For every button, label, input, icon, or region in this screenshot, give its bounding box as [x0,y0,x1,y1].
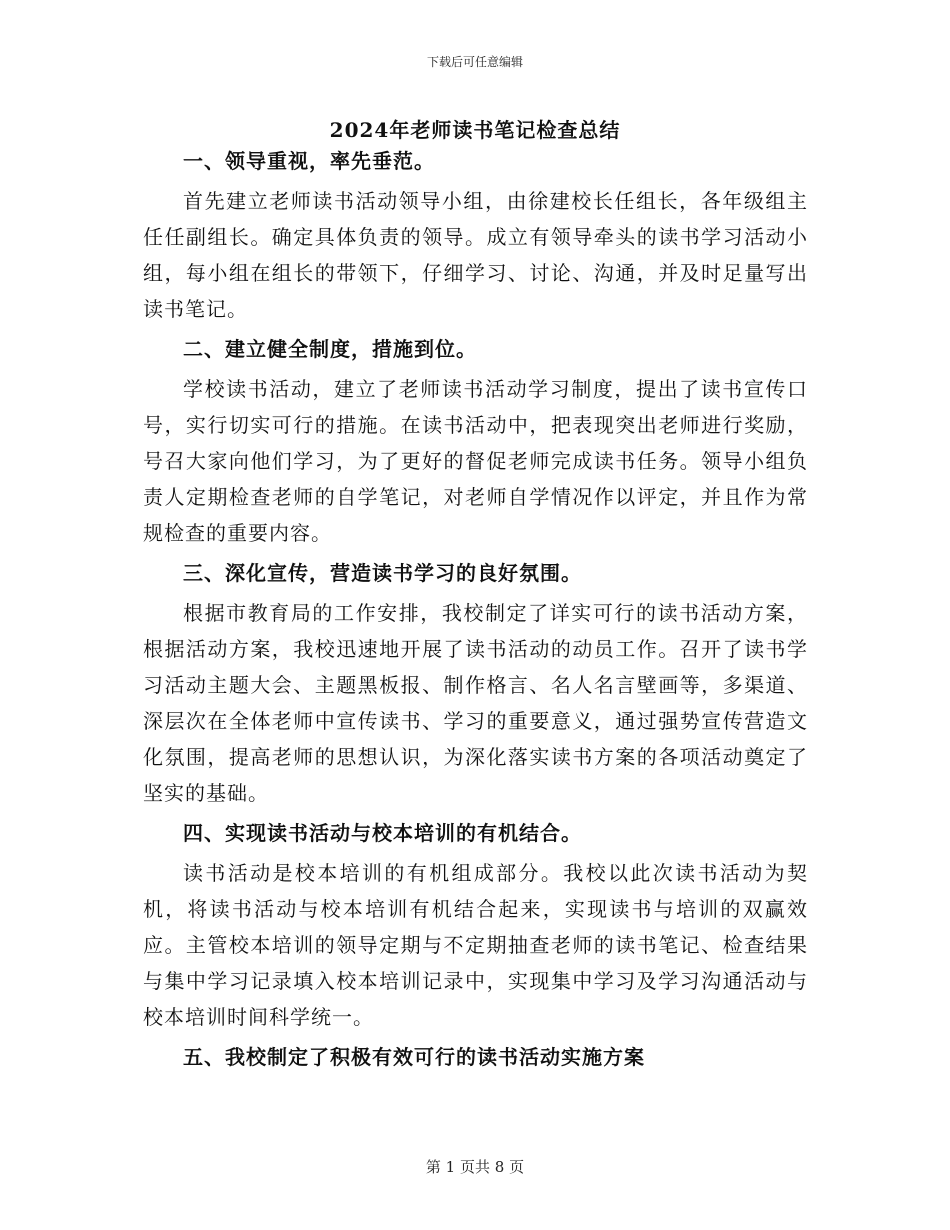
section-heading: 四、实现读书活动与校本培训的有机结合。 [183,821,582,845]
section-heading: 五、我校制定了积极有效可行的读书活动实施方案 [183,1045,645,1069]
section-paragraph: 读书活动是校本培训的有机组成部分。我校以此次读书活动为契机，将读书活动与校本培训有机结合起来，实现读书与培训的双赢效应。主管校本培训的领导定期与不定期抽查老师的读书笔记、检查结果与集中学习记录填入校本培训记录中，实现集中学习及学习沟通活动与校本培训时间科学统一。 [143,861,808,1029]
page-footer: 第 1 页共 8 页 [425,1158,525,1176]
section-heading: 三、深化宣传，营造读书学习的良好氛围。 [183,561,582,585]
document-body [143,143,808,1079]
header-note: 下载后可任意编辑 [426,55,523,69]
section-heading: 二、建立健全制度，措施到位。 [183,337,477,361]
section-heading: 一、领导重视，率先垂范。 [183,149,435,173]
section-paragraph: 根据市教育局的工作安排，我校制定了详实可行的读书活动方案，根据活动方案，我校迅速地开展了读书活动的动员工作。召开了读书学习活动主题大会、主题黑板报、制作格言、名人名言壁画等，多渠道、深层次在全体老师中宣传读书、学习的重要意义，通过强势宣传营造文化氛围，提高老师的思想认识，为深化落实读书方案的各项活动奠定了坚实的基础。 [143,601,808,805]
section-paragraph: 学校读书活动，建立了老师读书活动学习制度，提出了读书宣传口号，实行切实可行的措施。在读书活动中，把表现突出老师进行奖励，号召大家向他们学习，为了更好的督促老师完成读书任务。领导小组负责人定期检查老师的自学笔记，对老师自学情况作以评定，并且作为常规检查的重要内容。 [143,377,808,545]
section-paragraph: 首先建立老师读书活动领导小组，由徐建校长任组长，各年级组主任任副组长。确定具体负责的领导。成立有领导牵头的读书学习活动小组，每小组在组长的带领下，仔细学习、讨论、沟通，并及时足量写出读书笔记。 [143,189,808,321]
document-title: 2024年老师读书笔记检查总结 [329,118,621,142]
